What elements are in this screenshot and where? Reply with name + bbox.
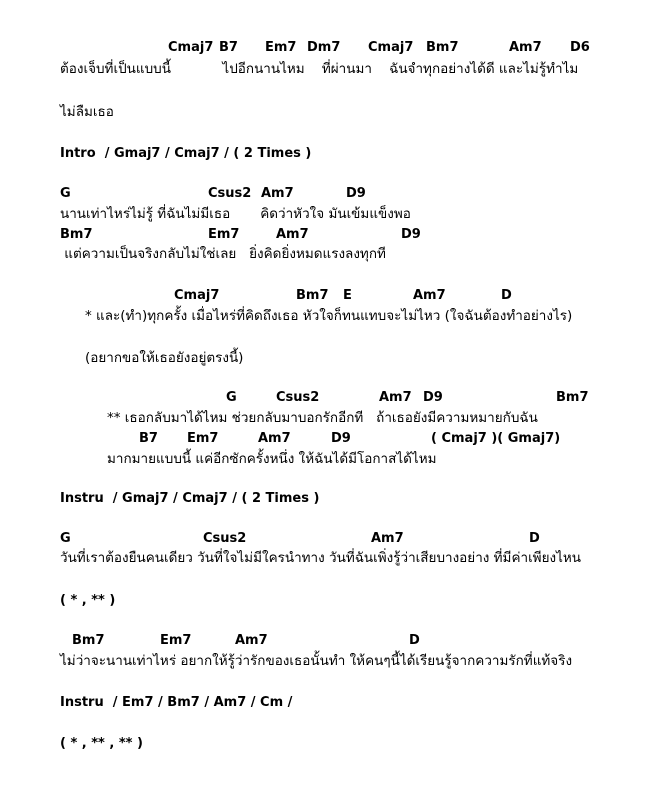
chorus1-lyric: * และ(ทำ)ทุกครั้ง เมื่อไหร่ที่คิดถึงเธอ หัวใจก็ทนแทบจะไม่ไหว (ใจฉันต้องทำอย่างไร) (85, 308, 573, 324)
chord-line-1 (0, 40, 670, 56)
instru-line-1: Instru / Gmaj7 / Cmaj7 / ( 2 Times ) (60, 491, 320, 506)
chord: D (409, 633, 420, 648)
chord: Am7 (261, 186, 294, 201)
repeat-line-2: ( * , ** , ** ) (60, 736, 143, 751)
chord: Em7 (187, 431, 219, 446)
chord: Em7 (208, 227, 240, 242)
lyric-line-2: ไม่ลืมเธอ (60, 104, 114, 120)
chord: Bm7 (60, 227, 93, 242)
chord: Am7 (371, 531, 404, 546)
chord: Cmaj7 (174, 288, 220, 303)
lyric-line-1: ต้องเจ็บที่เป็นแบบนี้ ไปอีกนานไหม ที่ผ่านมา ฉันจำทุกอย่างได้ดี และไม่รู้ทำไม (60, 61, 579, 77)
chord: Am7 (413, 288, 446, 303)
verse3-lyric: ไม่ว่าจะนานเท่าไหร่ อยากให้รู้ว่ารักของเธอนั้นทำ ให้คนๆนี้ได้เรียนรู้จากความรักที่แท้จริง (60, 653, 573, 669)
chord: Cmaj7 (168, 40, 214, 55)
chord: B7 (219, 40, 238, 55)
chorus2-lyric-a: ** เธอกลับมาได้ไหม ช่วยกลับมาบอกรักอีกที ถ้าเธอยังมีความหมายกับฉัน (107, 410, 538, 426)
chord: Csus2 (276, 390, 320, 405)
verse1-chords-a (0, 186, 670, 202)
instru-line-2: Instru / Em7 / Bm7 / Am7 / Cm / (60, 695, 293, 710)
chord: Am7 (276, 227, 309, 242)
chorus1-chords (0, 288, 670, 304)
chord: Em7 (265, 40, 297, 55)
chorus2-chords-a (0, 390, 670, 406)
chord: G (60, 531, 71, 546)
chord: B7 (139, 431, 158, 446)
verse1-lyric-b: แต่ความเป็นจริงกลับไม่ใช่เลย ยิ่งคิดยิ่งหมดแรงลงทุกที (60, 246, 386, 262)
chord: E (343, 288, 352, 303)
chord: D (529, 531, 540, 546)
chord: Csus2 (208, 186, 252, 201)
chord: G (60, 186, 71, 201)
chorus2-lyric-b: มากมายแบบนี้ แค่อีกซักครั้งหนึ่ง ให้ฉันได้มีโอกาสได้ไหม (107, 451, 437, 467)
chord: Am7 (509, 40, 542, 55)
verse3-chords (0, 633, 670, 649)
chord: D9 (401, 227, 421, 242)
verse2-lyric: วันที่เราต้องยืนคนเดียว วันที่ใจไม่มีใครนำทาง วันที่ฉันเพิ่งรู้ว่าเสียบางอย่าง ที่มีค่าเพียงไหน (60, 550, 582, 566)
chord: D9 (346, 186, 366, 201)
chord: Em7 (160, 633, 192, 648)
verse1-chords-b (0, 227, 670, 243)
chorus1-lyric-b: (อยากขอให้เธอยังอยู่ตรงนี้) (85, 350, 244, 366)
chord: Bm7 (72, 633, 105, 648)
repeat-line-1: ( * , ** ) (60, 593, 116, 608)
chord: D9 (423, 390, 443, 405)
chord: Am7 (379, 390, 412, 405)
chord: Cmaj7 (368, 40, 414, 55)
chord: Bm7 (556, 390, 589, 405)
chord: ( Cmaj7 )( Gmaj7) (431, 431, 561, 446)
chord: D6 (570, 40, 590, 55)
chord: Dm7 (307, 40, 341, 55)
chord: D (501, 288, 512, 303)
chorus2-chords-b (0, 431, 670, 447)
verse1-lyric-a: นานเท่าไหร่ไม่รู้ ที่ฉันไม่มีเธอ คิดว่าหัวใจ มันเข้มแข็งพอ (60, 206, 411, 222)
chord: Csus2 (203, 531, 247, 546)
chord: Am7 (235, 633, 268, 648)
intro-line: Intro / Gmaj7 / Cmaj7 / ( 2 Times ) (60, 146, 312, 161)
chord: G (226, 390, 237, 405)
verse2-chords (0, 531, 670, 547)
chord: Bm7 (296, 288, 329, 303)
chord: Am7 (258, 431, 291, 446)
chord: Bm7 (426, 40, 459, 55)
chord: D9 (331, 431, 351, 446)
